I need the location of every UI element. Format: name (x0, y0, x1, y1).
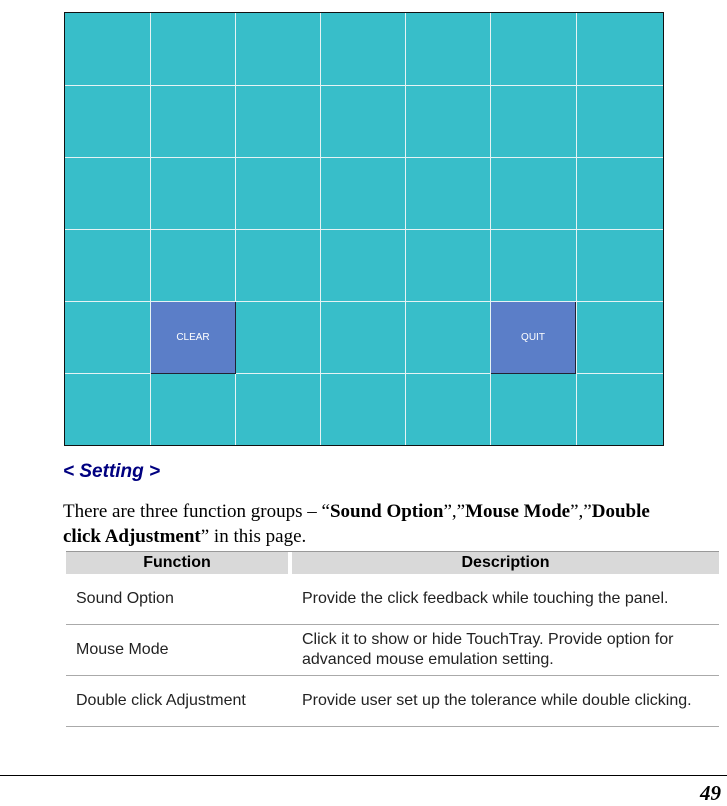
touch-test-screen (64, 12, 664, 446)
cell-function: Mouse Mode (66, 625, 288, 676)
header-function: Function (66, 552, 288, 575)
intro-paragraph (63, 499, 663, 549)
text: There are three function groups – “ (63, 501, 330, 522)
cell-function: Sound Option (66, 574, 288, 625)
grid-line (65, 229, 663, 230)
quit-button[interactable]: QUIT (491, 302, 576, 374)
table-row (66, 574, 719, 625)
grid-line (65, 157, 663, 158)
table-row (66, 625, 719, 676)
cell-function: Double click Adjustment (66, 676, 288, 727)
footer-divider (0, 775, 727, 776)
clear-button[interactable]: CLEAR (151, 302, 236, 374)
header-description: Description (292, 552, 719, 575)
grid-line (65, 85, 663, 86)
function-table (66, 551, 719, 727)
page-number: 49 (700, 781, 721, 805)
text: ”,” (443, 501, 466, 522)
table-header (66, 552, 719, 575)
bold-text: Sound Option (329, 501, 444, 522)
cell-description: Click it to show or hide TouchTray. Provide option for advanced mouse emulation setting. (292, 625, 719, 676)
cell-description: Provide user set up the tolerance while double clicking. (292, 676, 719, 727)
text: ”,” (570, 501, 592, 522)
bold-text: Double click Adjustment (63, 501, 650, 547)
section-heading: < Setting > (63, 461, 161, 482)
text: ” in this page. (200, 526, 307, 547)
cell-description: Provide the click feedback while touching the panel. (292, 574, 719, 625)
bold-text: Mouse Mode (465, 501, 571, 522)
table-row (66, 676, 719, 727)
